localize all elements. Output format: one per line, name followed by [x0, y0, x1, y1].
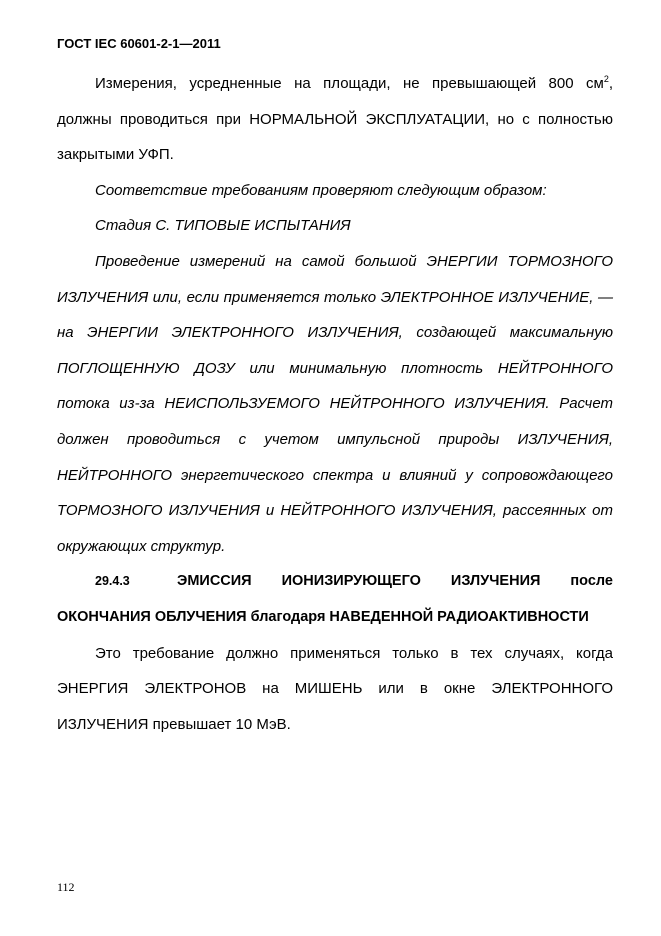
paragraph-stage-c: Стадия С. ТИПОВЫЕ ИСПЫТАНИЯ — [95, 217, 351, 235]
paragraph-requirement-scope: Это требование должно применяться только в тех случаях, когда ЭНЕРГИЯ ЭЛЕКТРОНОВ на МИШЕНЬ или в окне ЭЛЕКТРОННОГО ИЗЛУЧЕНИЯ превышает 10 МэВ. — [57, 644, 613, 733]
page-body — [57, 66, 613, 742]
page-number: 112 — [57, 880, 75, 894]
section-title: ЭМИССИЯ ИОНИЗИРУЮЩЕГО ИЗЛУЧЕНИЯ после ОКОНЧАНИЯ ОБЛУЧЕНИЯ благодаря НАВЕДЕННОЙ РАДИОАКТИВНОСТИ — [57, 573, 613, 625]
paragraph-text: , должны проводиться при НОРМАЛЬНОЙ ЭКСПЛУАТАЦИИ, но с полностью закрытыми УФП. — [57, 75, 613, 164]
section-number: 29.4.3 — [95, 574, 130, 589]
document-header: ГОСТ IEC 60601-2-1—2011 — [57, 36, 221, 51]
superscript-exponent: 2 — [603, 74, 609, 84]
paragraph-measurement-procedure: Проведение измерений на самой большой ЭНЕРГИИ ТОРМОЗНОГО ИЗЛУЧЕНИЯ или, если применяется только ЭЛЕКТРОННОЕ ИЗЛУЧЕНИЕ, — на ЭНЕРГИИ ЭЛЕКТРОННОГО ИЗЛУЧЕНИЯ, создающей максимальную ПОГЛОЩЕННУЮ ДОЗУ или минимальную плотность НЕЙТРОННОГО потока из-за НЕИСПОЛЬЗУЕМОГО НЕЙТРОННОГО ИЗЛУЧЕНИЯ. Расчет должен проводиться с учетом импульсной природы ИЗЛУЧЕНИЯ, НЕЙТРОННОГО энергетического спектра и влияний у сопровождающего ТОРМОЗНОГО ИЗЛУЧЕНИЯ и НЕЙТРОННОГО ИЗЛУЧЕНИЯ, рассеянных от окружающих структур. — [57, 252, 613, 555]
paragraph-measurements — [57, 66, 613, 173]
paragraph-compliance-check: Соответствие требованиям проверяют следующим образом: — [95, 181, 547, 199]
section-heading — [57, 564, 613, 635]
paragraph-text: Измерения, усредненные на площади, не превышающей 800 см — [95, 75, 604, 92]
